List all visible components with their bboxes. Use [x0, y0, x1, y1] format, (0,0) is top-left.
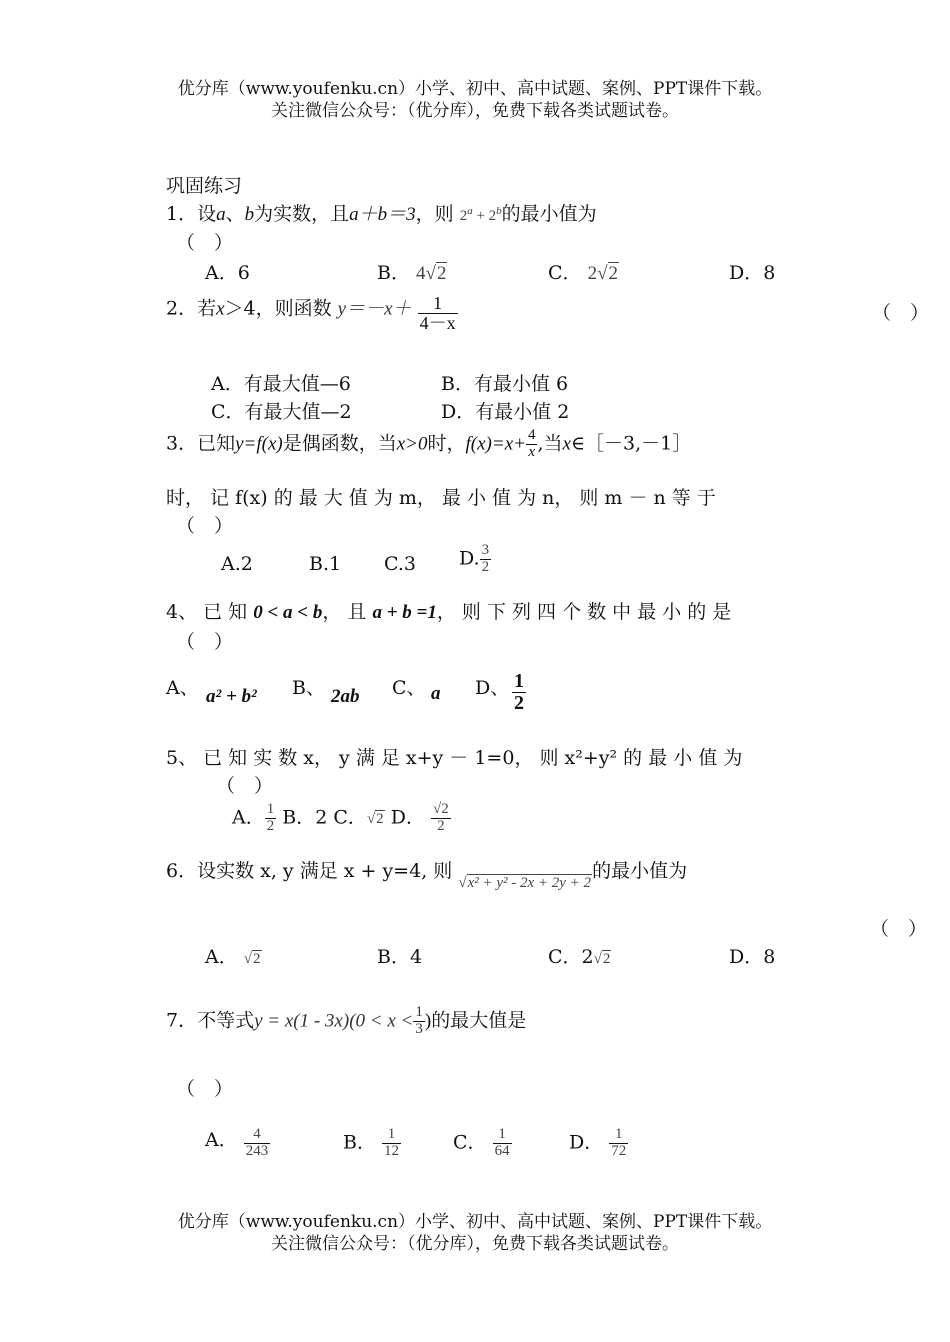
q3-option-c: C.3	[384, 553, 416, 575]
footer-line-1: 优分库（www.youfenku.cn）小学、初中、高中试题、案例、PPT课件下载。	[177, 1212, 773, 1232]
q6-option-c: C．2√2	[548, 946, 611, 968]
question-4: 4、 已 知 0 < a < b， 且 a + b =1， 则 下 列 四 个 数 中 最 小 的 是	[166, 601, 732, 623]
q7-option-b: B． $\frac{1}{12}$	[343, 1126, 400, 1159]
q1-option-b: B． 4√2	[377, 262, 447, 284]
q4-option-b-expr: 2ab	[331, 686, 360, 707]
question-3: 3．已知y=f(x)是偶函数，当x>0时，f(x)=x+ $\frac{4}{x}$ ,当x∈［－3,－1］	[166, 427, 692, 460]
q2-option-a: A．有最大值—6	[211, 373, 351, 395]
q1-option-a: A．6	[205, 262, 250, 284]
q3-option-b: B.1	[309, 553, 342, 575]
q7-option-d: D． $\frac{1}{72}$	[569, 1126, 627, 1159]
q6-option-a: A． √2	[205, 946, 261, 968]
footer-line-2: 关注微信公众号：（优分库），免费下载各类试题试卷。	[271, 1234, 679, 1254]
q4-option-a-expr: a² + b²	[206, 686, 257, 707]
q4-option-c-expr: a	[431, 683, 441, 704]
q2-option-c: C．有最大值—2	[211, 401, 352, 423]
question-2: 2．若x＞4，则函数 y＝－x＋ $\frac{1}{4-x}$	[166, 293, 456, 333]
q1-option-c: C． 2√2	[548, 262, 619, 284]
q3-line-2: 时， 记 f(x) 的 最 大 值 为 m， 最 小 值 为 n， 则 m － n 等 于	[166, 487, 716, 509]
q4-option-d-label: D、	[475, 677, 510, 699]
q4-option-b-label: B、	[292, 677, 325, 699]
q3-option-a: A.2	[221, 553, 253, 575]
q1-answer-bracket: （ ）	[176, 232, 234, 254]
q7-option-c: C． $\frac{1}{64}$	[453, 1126, 510, 1159]
q1-option-d: D．8	[729, 262, 776, 284]
q2-fraction: $\frac{1}{4-x}$	[419, 293, 456, 333]
q5-options: A． $\frac{1}{2}$ B．2 C．√2 D． $\frac{√2}{2}$	[232, 801, 449, 834]
q4-option-d-fraction: $\frac{1}{2}$	[514, 670, 524, 714]
q7-answer-bracket: （ ）	[176, 1078, 234, 1100]
section-title: 巩固练习	[166, 175, 243, 197]
q5-answer-bracket: （ ）	[216, 775, 274, 797]
question-5: 5、 已 知 实 数 x， y 满 足 x+y － 1=0， 则 x²+y² 的 最 小 值 为	[166, 747, 743, 769]
header-line-1: 优分库（www.youfenku.cn）小学、初中、高中试题、案例、PPT课件下载。	[177, 79, 773, 99]
q6-answer-bracket: （ ）	[870, 918, 928, 940]
question-6: 6．设实数 x, y 满足 x + y=4, 则 √x² + y² - 2x + 2y + 2的最小值为	[166, 860, 688, 891]
q3-answer-bracket: （ ）	[176, 515, 234, 537]
q6-option-d: D．8	[729, 946, 776, 968]
q6-option-b: B．4	[377, 946, 423, 968]
question-7: 7．不等式y = x(1 - 3x)(0 < x < $\frac{1}{3}$ )的最大值是	[166, 1004, 527, 1037]
q4-option-c-label: C、	[392, 677, 426, 699]
q7-option-a: A． $\frac{4}{243}$	[205, 1126, 269, 1159]
q3-fraction: $\frac{4}{x}$	[527, 427, 536, 460]
q2-option-b: B．有最小值 6	[441, 373, 569, 395]
header-line-2: 关注微信公众号：（优分库），免费下载各类试题试卷。	[271, 101, 679, 121]
q4-answer-bracket: （ ）	[176, 631, 234, 653]
q3-option-d: D. $\frac{3}{2}$	[459, 542, 490, 575]
q4-option-a-label: A、	[166, 677, 199, 699]
question-1: 1．设a、b为实数，且a＋b＝3，则 $2^a + 2^b$的最小值为	[166, 203, 597, 225]
q2-answer-bracket: （ ）	[872, 302, 930, 324]
q1-expression: $2^a + 2^b$	[459, 205, 502, 224]
q2-option-d: D．有最小值 2	[441, 401, 570, 423]
